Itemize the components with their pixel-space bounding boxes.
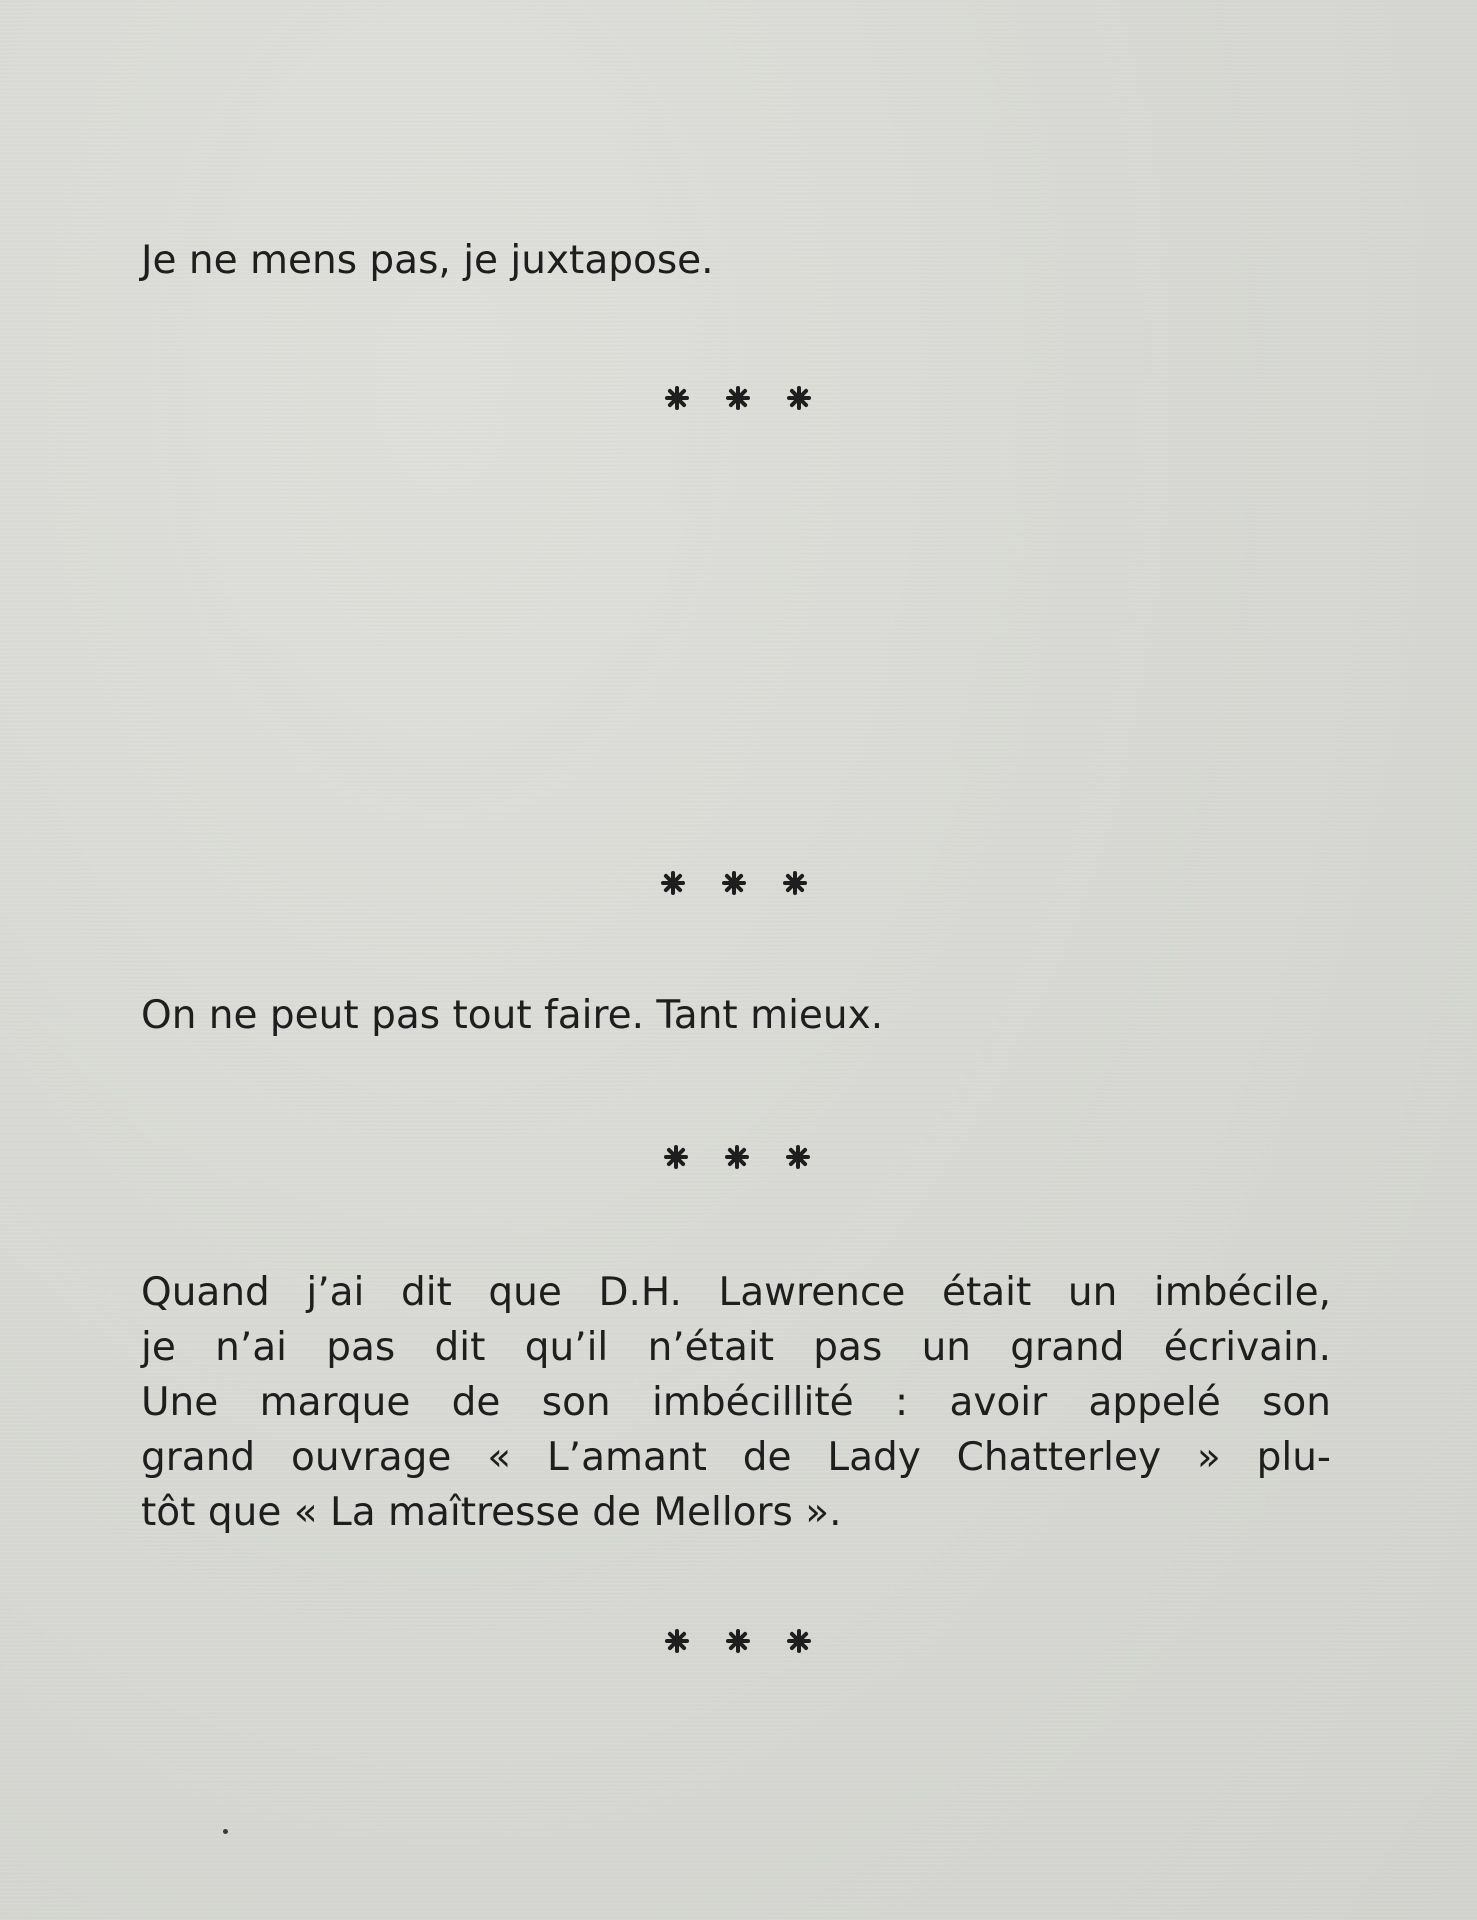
asterisk-row-icon — [0, 1142, 1477, 1172]
aphorism-third — [141, 1265, 1331, 1540]
asterisk-group-2 — [663, 873, 805, 893]
asterisk-icon — [728, 1631, 748, 1651]
asterisk-group-3 — [666, 1147, 808, 1167]
separator-asterisks-3 — [0, 1142, 1477, 1172]
separator-asterisks-2 — [0, 868, 1477, 898]
asterisk-group-1 — [667, 388, 809, 408]
asterisk-icon — [666, 1147, 686, 1167]
aphorism-third-line-4: grand ouvrage « L’amant de Lady Chatterley » plu- — [141, 1435, 1331, 1480]
asterisk-row-icon — [0, 868, 1477, 898]
aphorism-third-line-1: Quand j’ai dit que D.H. Lawrence était un imbécile, — [141, 1270, 1331, 1315]
aphorism-second: On ne peut pas tout faire. Tant mieux. — [141, 993, 884, 1038]
paper-speck — [223, 1829, 228, 1834]
asterisk-icon — [724, 873, 744, 893]
asterisk-icon — [788, 1147, 808, 1167]
asterisk-icon — [789, 388, 809, 408]
asterisk-icon — [667, 388, 687, 408]
show-through-shadow — [880, 232, 1300, 272]
aphorism-first: Je ne mens pas, je juxtapose. — [141, 238, 714, 283]
asterisk-icon — [728, 388, 748, 408]
aphorism-third-line-2: je n’ai pas dit qu’il n’était pas un grand écrivain. — [141, 1325, 1331, 1370]
separator-asterisks-4 — [0, 1626, 1477, 1656]
asterisk-row-icon — [0, 383, 1477, 413]
asterisk-icon — [727, 1147, 747, 1167]
asterisk-icon — [667, 1631, 687, 1651]
asterisk-icon — [789, 1631, 809, 1651]
aphorism-third-line-3: Une marque de son imbécillité : avoir appelé son — [141, 1380, 1331, 1425]
separator-asterisks-1 — [0, 383, 1477, 413]
aphorism-third-line-5: tôt que « La maîtresse de Mellors ». — [141, 1490, 842, 1535]
asterisk-icon — [785, 873, 805, 893]
asterisk-group-4 — [667, 1631, 809, 1651]
asterisk-icon — [663, 873, 683, 893]
asterisk-row-icon — [0, 1626, 1477, 1656]
